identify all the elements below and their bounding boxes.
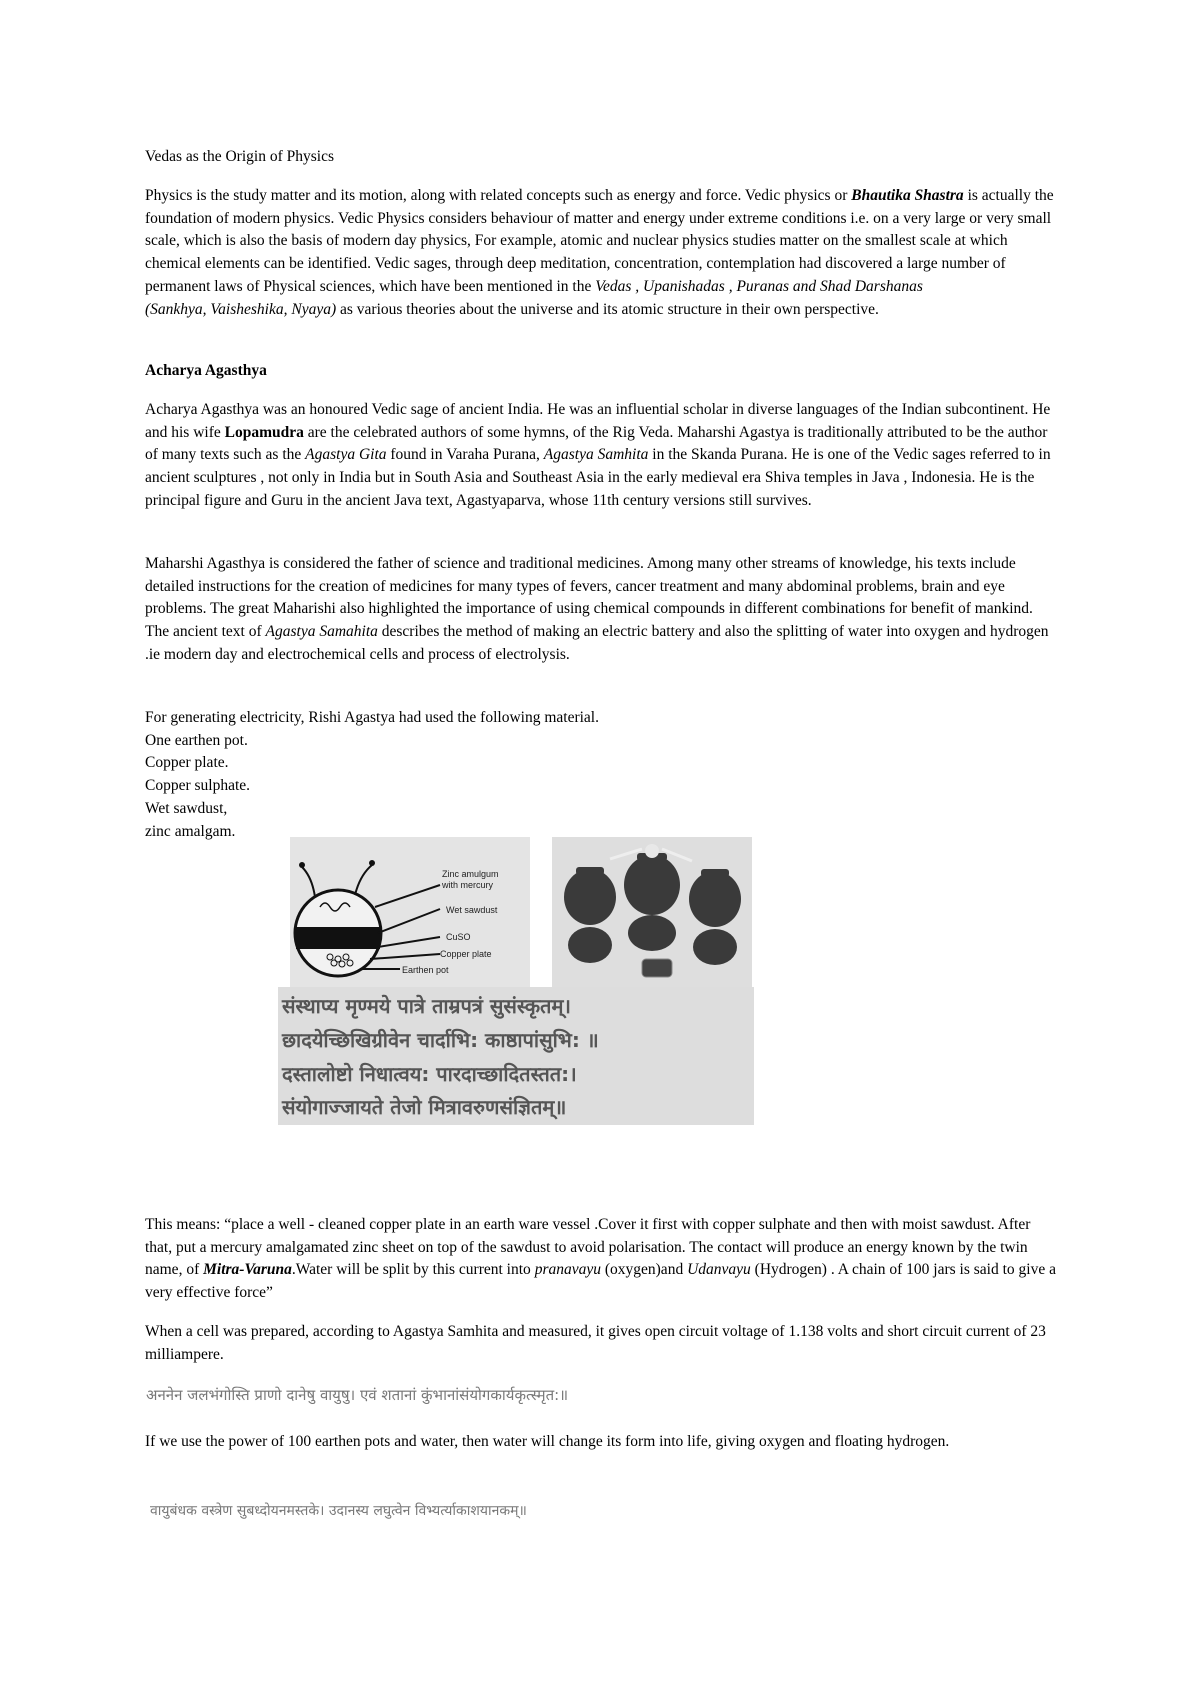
sanskrit-line: दस्तालोष्टो निधात्वय: पारदाच्छादितस्तत:। (282, 1062, 577, 1086)
diagram-label: CuSO (446, 932, 471, 942)
battery-diagram-drawing (290, 837, 530, 987)
intro-text-2: is actually the foundation of modern physics. Vedic Physics considers behaviour of matter and energy under extreme conditions i.e. on a very large or very small scale, which is also the basis of modern day physics, For example, atomic and nuclear physics studies matter on the smallest scale at which chemical elements can be identified. Vedic sages, through deep meditation, concentration, contemplation had discovered a large number of permanent laws of Physical sciences, which have been mentioned in the (145, 187, 1054, 295)
term-darshanas-list: (Sankhya, Vaisheshika, Nyaya) (145, 300, 337, 318)
clay-pots-photo (552, 837, 752, 987)
battery-diagram (290, 837, 530, 987)
term-agastya-samahita: Agastya Samahita (265, 623, 378, 641)
material-item: zinc amalgam. (145, 822, 236, 840)
material-item: Copper sulphate. (145, 777, 251, 795)
sanskrit-line: संस्थाप्य मृण्मये पात्रे ताम्रपत्रं सुसंस्कृतम्। (282, 994, 571, 1018)
diagram-label: Wet sawdust (446, 905, 498, 915)
document-title: Vedas as the Origin of Physics (145, 148, 334, 165)
agasthya-paragraph (145, 399, 1060, 513)
clay-pots-drawing (552, 837, 752, 987)
diagram-label: Copper plate (440, 949, 492, 959)
meaning-text-1: This means: “place a well - cleaned copper plate in an earth ware vessel .Cover it first with copper sulphate and then with moist sawdust. After that, put a mercury amalgamated zinc sheet on top of the sawdust to avoid polarisation. The contact will produce an energy known by the twin name, of (145, 1216, 1031, 1279)
para2-text-2: describes the method of making an electric battery and also the splitting of water into oxygen and hydrogen .ie modern day and electrochemical cells and process of electrolysis. (145, 623, 1049, 663)
term-agastya-samhita: Agastya Samhita (543, 446, 649, 464)
materials-intro: For generating electricity, Rishi Agastya had used the following material. (145, 709, 599, 726)
material-item: One earthen pot. (145, 731, 248, 749)
science-paragraph (145, 553, 1060, 667)
term-udanvayu: Udanvayu (687, 1261, 751, 1279)
sanskrit-verse-1: अननेन जलभंगोस्ति प्राणो दानेषु वायुषु। एवं शतानां कुंभानांसंयोगकार्यकृत्स्मृत:॥ (146, 1386, 569, 1404)
sanskrit-line: छादयेच्छिखिग्रीवेन चार्दाभि: काष्ठापांसुभि: ॥ (282, 1028, 599, 1052)
term-lopamudra: Lopamudra (224, 423, 304, 441)
diagram-label: Earthen pot (402, 965, 449, 975)
sanskrit-verse-image (278, 987, 754, 1125)
para1-text-1: Acharya Agasthya was an honoured Vedic sage of ancient India. He was an influential scholar in diverse languages of the Indian subcontinent. He and his wife (145, 401, 1051, 441)
intro-paragraph (145, 185, 1060, 321)
section-heading: Acharya Agasthya (145, 362, 267, 379)
term-agastya-gita: Agastya Gita (305, 446, 387, 464)
meaning-text-3: (oxygen)and (600, 1261, 688, 1279)
diagram-label: with mercury (442, 880, 494, 890)
sanskrit-line: संयोगाज्जायते तेजो मित्रावरुणसंज्ञितम्॥ (282, 1095, 567, 1119)
para1-text-4: in the Skanda Purana. He is one of the Vedic sages referred to in ancient sculptures , not only in India but in South Asia and Southeast Asia in the early medieval era Shiva temples in Java , Indonesia. He is the principal figure and Guru in the ancient Java text, Agastyaparva, whose 11th century versions still survives. (145, 446, 1051, 509)
meaning-text-4: (Hydrogen) . A chain of 100 jars is said to give a very effective force” (145, 1261, 1056, 1302)
para2-text-1: Maharshi Agasthya is considered the father of science and traditional medicines. Among many other streams of knowledge, his texts include detailed instructions for the creation of medicines for many types of fevers, cancer treatment and many abdominal problems, brain and eye problems. The great Maharishi also highlighted the importance of using chemical compounds in different combinations for benefit of mankind. The ancient text of (145, 555, 1033, 641)
material-item: Wet sawdust, (145, 799, 228, 817)
diagram-label: Zinc amulgum (442, 869, 499, 879)
cell-test-paragraph: When a cell was prepared, according to Agastya Samhita and measured, it gives open circuit voltage of 1.138 volts and short circuit current of 23 milliampere. (145, 1323, 1046, 1363)
term-bhautika-shastra: Bhautika Shastra (851, 187, 964, 204)
sanskrit-verse-2: वायुबंधक वस्त्रेण सुबध्दोयनमस्तके। उदानस्य लघुत्वेन विभ्यर्त्याकाशयानकम्॥ (150, 1503, 527, 1519)
para1-text-3: found in Varaha Purana, (386, 446, 544, 464)
materials-list (145, 707, 1060, 843)
meaning-text-2: .Water will be split by this current into (291, 1261, 535, 1279)
term-pranavayu: pranavayu (534, 1261, 601, 1279)
intro-text-3: as various theories about the universe and its atomic structure in their own perspective. (336, 300, 879, 318)
intro-text-1: Physics is the study matter and its motion, along with related concepts such as energy and force. Vedic physics or (145, 187, 852, 204)
term-vedas-list: Vedas , Upanishadas , Puranas and Shad Darshanas (595, 277, 923, 295)
material-item: Copper plate. (145, 754, 229, 772)
hundred-pots-paragraph: If we use the power of 100 earthen pots and water, then water will change its form into life, giving oxygen and floating hydrogen. (145, 1433, 950, 1450)
para1-text-2: are the celebrated authors of some hymns, of the Rig Veda. Maharshi Agastya is traditionally attributed to be the author of many texts such as the (145, 423, 1048, 464)
term-mitra-varuna: Mitra-Varuna (203, 1261, 292, 1279)
meaning-paragraph (145, 1214, 1060, 1305)
